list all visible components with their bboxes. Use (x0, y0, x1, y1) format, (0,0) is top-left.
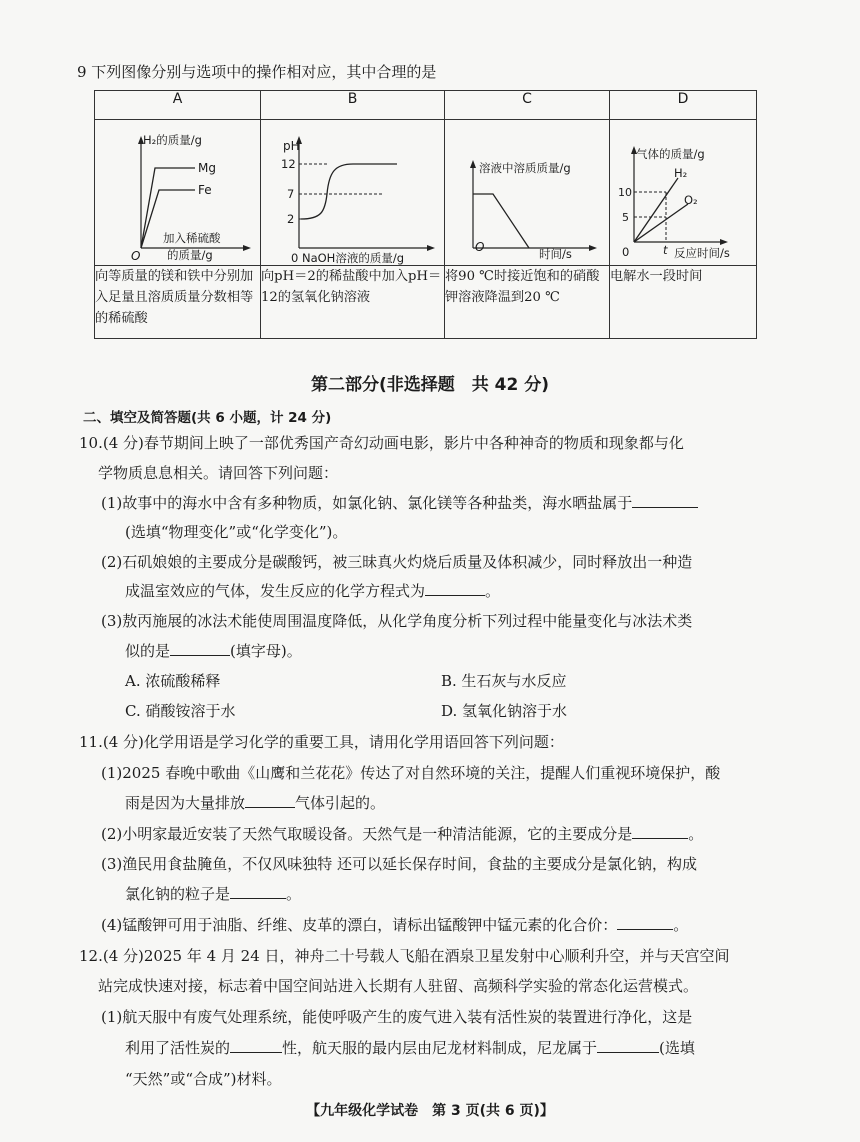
option-a-graph (95, 120, 261, 266)
q10-2-line2: 成温室效应的气体，发生反应的化学方程式为 。 (125, 582, 501, 600)
d-ylabel: 气体的质量/g (636, 147, 705, 161)
option-b-header[interactable]: B (261, 91, 445, 120)
d-series-h2: H₂ (674, 166, 688, 180)
b-tick-2: 2 (287, 212, 295, 226)
q11-3-blank[interactable] (230, 884, 286, 899)
d-series-o2: O₂ (684, 193, 698, 207)
a-series-fe: Fe (198, 183, 212, 197)
q10-stem-line1: 10.(4 分)春节期间上映了一部优秀国产奇幻动画电影，影片中各种神奇的物质和现象都与化 (79, 434, 684, 452)
d-t-mark: t (663, 243, 668, 257)
q11-2: (2)小明家最近安装了天然气取暖设备。天然气是一种清洁能源，它的主要成分是 。 (101, 825, 704, 843)
section-2-heading: 二、填空及简答题(共 6 小题，计 24 分) (83, 410, 332, 426)
q10-3-blank[interactable] (170, 641, 230, 656)
d-xlabel: 反应时间/s (674, 246, 730, 260)
q12-stem-line2: 站完成快速对接，标志着中国空间站进入长期有人驻留、高频科学实验的常态化运营模式。 (98, 977, 699, 995)
c-xlabel: 时间/s (539, 247, 572, 261)
q10-option-a[interactable]: A. 浓硫酸稀释 (125, 672, 221, 690)
a-xlabel-1: 加入稀硫酸 (163, 231, 221, 245)
option-a-desc: 向等质量的镁和铁中分别加入足量且溶质质量分数相等的稀硫酸 (95, 266, 261, 339)
q10-2-blank[interactable] (425, 581, 485, 596)
a-ylabel: H₂的质量/g (143, 133, 202, 147)
option-c-desc: 将90 ℃时接近饱和的硝酸钾溶液降温到20 ℃ (445, 266, 610, 339)
option-b-desc: 向pH＝2的稀盐酸中加入pH＝12的氢氧化钠溶液 (261, 266, 445, 339)
option-c-graph (445, 120, 610, 266)
q11-4-blank[interactable] (617, 915, 673, 930)
q12-1-line1: (1)航天服中有废气处理系统，能使呼吸产生的废气进入装有活性炭的装置进行净化，这是 (101, 1008, 693, 1026)
option-d-desc: 电解水一段时间 (610, 266, 757, 339)
q10-3-line2: 似的是 (填字母)。 (125, 642, 302, 660)
q10-option-b[interactable]: B. 生石灰与水反应 (441, 672, 567, 690)
d-tick-10: 10 (618, 186, 632, 199)
q10-1-blank[interactable] (632, 493, 698, 508)
a-xlabel-2: 的质量/g (167, 248, 213, 262)
b-tick-12: 12 (281, 157, 296, 171)
q10-option-d[interactable]: D. 氢氧化钠溶于水 (441, 702, 568, 720)
q12-1-blank-a[interactable] (230, 1038, 282, 1053)
q11-stem: 11.(4 分)化学用语是学习化学的重要工具，请用化学用语回答下列问题： (79, 733, 564, 751)
b-xlabel: 0 NaOH溶液的质量/g (291, 251, 404, 265)
q12-1-blank-b[interactable] (597, 1038, 659, 1053)
q10-2-line1: (2)石矶娘娘的主要成分是碳酸钙，被三昧真火灼烧后质量及体积减少，同时释放出一种造 (101, 553, 693, 571)
q11-2-blank[interactable] (632, 824, 688, 839)
part2-title: 第二部分(非选择题 共 42 分) (310, 375, 550, 395)
option-b-graph (261, 120, 445, 266)
b-ylabel: pH (283, 139, 300, 153)
a-series-mg: Mg (198, 161, 216, 175)
q12-1-line3: “天然”或“合成”)材料。 (125, 1070, 282, 1088)
d-tick-5: 5 (622, 211, 629, 224)
c-origin: O (475, 240, 485, 254)
q12-1-line2: 利用了活性炭的 性，航天服的最内层由尼龙材料制成，尼龙属于 (选填 (125, 1039, 695, 1057)
option-a-header[interactable]: A (95, 91, 261, 120)
option-c-header[interactable]: C (445, 91, 610, 120)
q10-1-line2: (选填“物理变化”或“化学变化”)。 (125, 523, 348, 541)
option-d-header[interactable]: D (610, 91, 757, 120)
question-9-stem: 9 下列图像分别与选项中的操作相对应，其中合理的是 (77, 63, 437, 81)
q10-option-c[interactable]: C. 硝酸铵溶于水 (125, 702, 236, 720)
b-tick-7: 7 (287, 187, 295, 201)
d-origin: 0 (622, 245, 630, 259)
q10-1-line1: (1)故事中的海水中含有多种物质，如氯化钠、氯化镁等各种盐类，海水晒盐属于 (101, 492, 698, 513)
q11-1-line2: 雨是因为大量排放 气体引起的。 (125, 794, 386, 812)
c-ylabel: 溶液中溶质质量/g (479, 161, 571, 175)
a-origin: O (131, 249, 141, 263)
q11-1-line1: (1)2025 春晚中歌曲《山鹰和兰花花》传达了对自然环境的关注，提醒人们重视环境保护，酸 (101, 764, 721, 782)
page-footer: 【九年级化学试卷 第 3 页(共 6 页)】 (306, 1103, 554, 1119)
q9-options-table (94, 90, 757, 339)
q12-stem-line1: 12.(4 分)2025 年 4 月 24 日，神舟二十号载人飞船在酒泉卫星发射中心顺利升空，并与天宫空间 (79, 947, 730, 965)
q11-4: (4)锰酸钾可用于油脂、纤维、皮革的漂白，请标出锰酸钾中锰元素的化合价： 。 (101, 916, 689, 934)
option-d-graph (610, 120, 757, 266)
q11-3-line1: (3)渔民用食盐腌鱼，不仅风味独特 还可以延长保存时间，食盐的主要成分是氯化钠，构成 (101, 855, 698, 873)
q11-1-blank[interactable] (245, 793, 295, 808)
q11-3-line2: 氯化钠的粒子是 。 (125, 885, 302, 903)
q10-3-line1: (3)敖丙施展的冰法术能使周围温度降低，从化学角度分析下列过程中能量变化与冰法术类 (101, 612, 693, 630)
q10-stem-line2: 学物质息息相关。请回答下列问题： (98, 464, 339, 482)
